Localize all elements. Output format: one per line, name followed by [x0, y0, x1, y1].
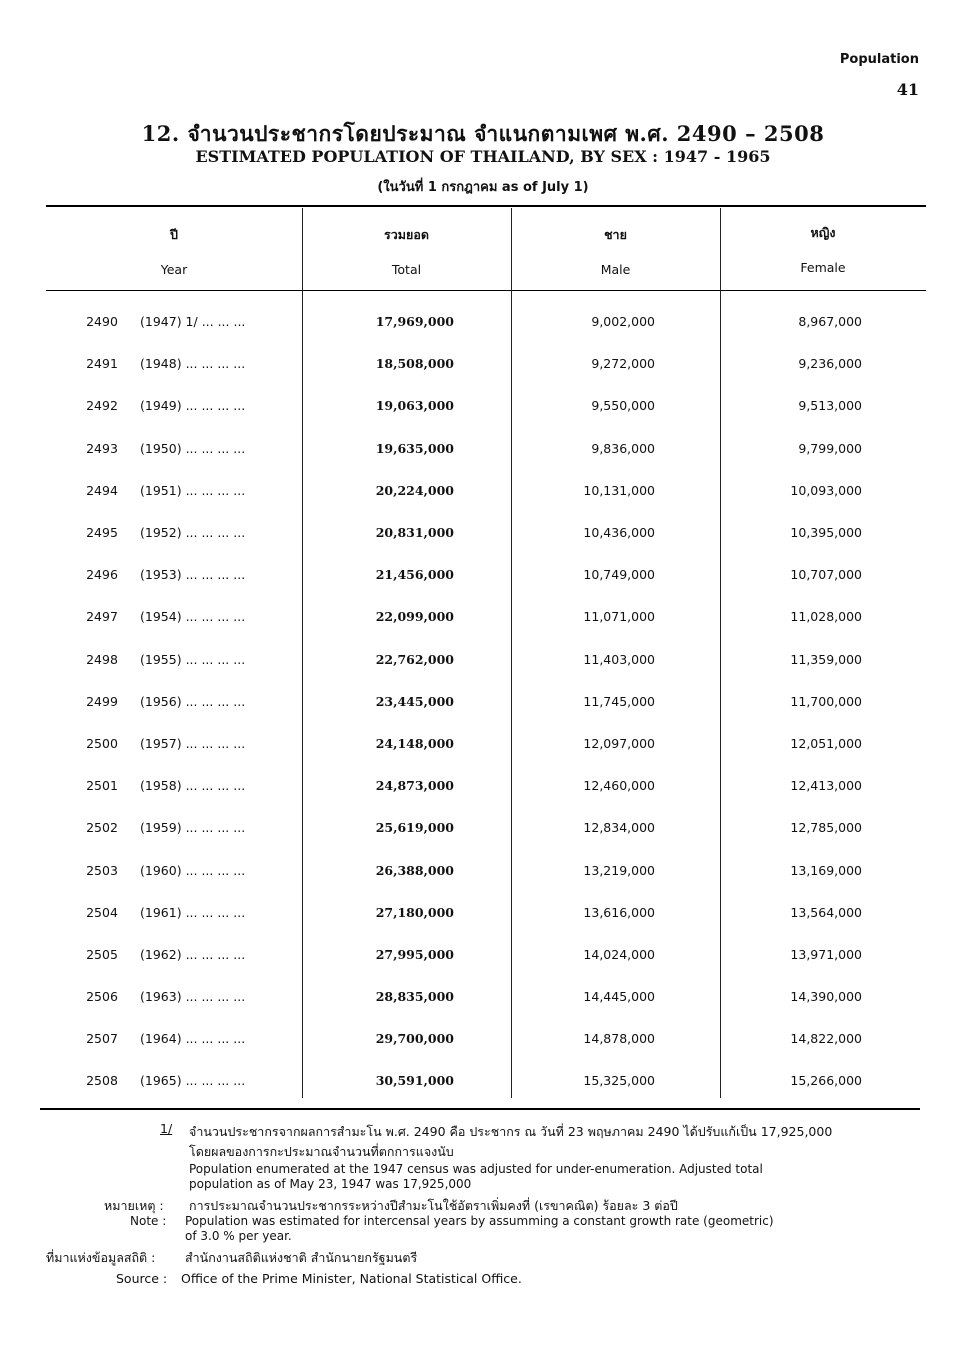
year-ce-text: (1958): [140, 778, 182, 793]
leader-dots: ... ... ... ...: [185, 905, 246, 920]
table-row: [0, 525, 966, 545]
year-ce-text: (1965): [140, 1073, 182, 1088]
table-row: [0, 947, 966, 967]
cell-year-be: 2497: [86, 609, 118, 624]
leader-dots: ... ... ... ...: [185, 1073, 246, 1088]
year-ce-text: (1948): [140, 356, 182, 371]
year-ce-text: (1955): [140, 652, 182, 667]
cell-female: 9,799,000: [798, 441, 862, 456]
cell-total: 25,619,000: [375, 820, 454, 835]
cell-female: 12,413,000: [790, 778, 862, 793]
cell-year-ce: [140, 863, 245, 878]
cell-year-be: 2501: [86, 778, 118, 793]
leader-dots: ... ... ... ...: [185, 483, 246, 498]
cell-year-be: 2491: [86, 356, 118, 371]
cell-year-ce: [140, 820, 245, 835]
footnote-english-line-1: Population enumerated at the 1947 census was adjusted for under-enumeration. Adjusted total: [189, 1162, 763, 1176]
table-top-rule: [46, 205, 926, 207]
header-bottom-rule: [46, 290, 926, 291]
cell-female: 12,051,000: [790, 736, 862, 751]
table-title-english: ESTIMATED POPULATION OF THAILAND, BY SEX : 1947 - 1965: [195, 147, 771, 166]
cell-total: 17,969,000: [375, 314, 454, 329]
header-year-english: Year: [160, 262, 188, 277]
cell-year-be: 2502: [86, 820, 118, 835]
cell-male: 13,616,000: [583, 905, 655, 920]
cell-male: 11,071,000: [583, 609, 655, 624]
cell-year-be: 2494: [86, 483, 118, 498]
cell-male: 11,745,000: [583, 694, 655, 709]
leader-dots: ... ... ... ...: [185, 778, 246, 793]
year-ce-text: (1960): [140, 863, 182, 878]
leader-dots: ... ... ... ...: [185, 694, 246, 709]
leader-dots: ... ... ... ...: [185, 820, 246, 835]
year-ce-text: (1957): [140, 736, 182, 751]
cell-year-be: 2505: [86, 947, 118, 962]
footnote-english-line-2: population as of May 23, 1947 was 17,925,000: [189, 1177, 472, 1191]
table-row: [0, 398, 966, 418]
source-english-label: Source :: [116, 1271, 168, 1286]
cell-year-ce: [140, 356, 245, 371]
table-row: [0, 314, 966, 334]
table-row: [0, 905, 966, 925]
cell-year-ce: [140, 989, 245, 1004]
cell-total: 20,831,000: [375, 525, 454, 540]
cell-female: 11,359,000: [790, 652, 862, 667]
leader-dots: ... ... ... ...: [185, 356, 246, 371]
cell-total: 19,635,000: [375, 441, 454, 456]
header-male: [511, 226, 720, 279]
table-row: [0, 1031, 966, 1051]
cell-year-ce: [140, 609, 245, 624]
cell-year-ce: [140, 441, 245, 456]
cell-female: 14,390,000: [790, 989, 862, 1004]
cell-total: 22,762,000: [375, 652, 454, 667]
cell-year-ce: [140, 778, 245, 793]
cell-year-ce: [140, 525, 245, 540]
leader-dots: ... ... ... ...: [185, 947, 246, 962]
cell-female: 9,236,000: [798, 356, 862, 371]
year-ce-text: (1950): [140, 441, 182, 456]
cell-year-ce: [140, 905, 245, 920]
table-row: [0, 652, 966, 672]
table-bottom-rule: [40, 1108, 920, 1110]
year-ce-text: (1964): [140, 1031, 182, 1046]
year-ce-text: (1954): [140, 609, 182, 624]
cell-male: 12,460,000: [583, 778, 655, 793]
cell-male: 14,024,000: [583, 947, 655, 962]
note-thai-text: การประมาณจำนวนประชากรระหว่างปีสำมะโนใช้อัตราเพิ่มคงที่ (เรขาคณิต) ร้อยละ 3 ต่อปี: [189, 1198, 678, 1213]
cell-year-ce: [140, 1073, 245, 1088]
cell-total: 28,835,000: [375, 989, 454, 1004]
note-thai-label: หมายเหตุ :: [104, 1198, 164, 1213]
cell-male: 12,097,000: [583, 736, 655, 751]
cell-total: 30,591,000: [375, 1073, 454, 1088]
cell-year-be: 2495: [86, 525, 118, 540]
cell-year-be: 2508: [86, 1073, 118, 1088]
running-head: Population: [839, 52, 919, 67]
year-ce-text: (1963): [140, 989, 182, 1004]
cell-year-ce: [140, 947, 245, 962]
cell-total: 24,148,000: [375, 736, 454, 751]
leader-dots: ... ... ... ...: [185, 441, 246, 456]
cell-year-be: 2499: [86, 694, 118, 709]
source-english-text: Office of the Prime Minister, National Statistical Office.: [181, 1271, 522, 1286]
note-english-text-2: of 3.0 % per year.: [185, 1229, 292, 1243]
table-row: [0, 609, 966, 629]
table-row: [0, 863, 966, 883]
leader-dots: ... ... ... ...: [185, 609, 246, 624]
table-row: [0, 820, 966, 840]
table-row: [0, 778, 966, 798]
cell-year-ce: [140, 694, 245, 709]
cell-total: 27,995,000: [375, 947, 454, 962]
cell-total: 19,063,000: [375, 398, 454, 413]
cell-total: 29,700,000: [375, 1031, 454, 1046]
cell-female: 9,513,000: [798, 398, 862, 413]
year-ce-text: (1952): [140, 525, 182, 540]
cell-total: 23,445,000: [375, 694, 454, 709]
cell-year-ce: [140, 736, 245, 751]
cell-year-be: 2506: [86, 989, 118, 1004]
cell-male: 9,002,000: [591, 314, 655, 329]
cell-year-ce: [140, 567, 245, 582]
leader-dots: ... ... ... ...: [185, 567, 246, 582]
cell-male: 9,836,000: [591, 441, 655, 456]
note-english-text-1: Population was estimated for intercensal years by assumming a constant growth rate (geometric): [185, 1214, 774, 1228]
table-row: [0, 483, 966, 503]
table-row: [0, 736, 966, 756]
cell-year-be: 2500: [86, 736, 118, 751]
leader-dots: ... ... ... ...: [185, 863, 246, 878]
cell-male: 14,878,000: [583, 1031, 655, 1046]
source-thai-label: ที่มาแห่งข้อมูลสถิติ :: [46, 1250, 156, 1265]
table-subtitle: (ในวันที่ 1 กรกฎาคม as of July 1): [377, 180, 589, 195]
cell-year-be: 2493: [86, 441, 118, 456]
cell-year-be: 2503: [86, 863, 118, 878]
year-ce-text: (1961): [140, 905, 182, 920]
cell-year-be: 2490: [86, 314, 118, 329]
cell-year-ce: [140, 1031, 245, 1046]
leader-dots: ... ... ... ...: [185, 525, 246, 540]
cell-male: 14,445,000: [583, 989, 655, 1004]
leader-dots: ... ... ...: [201, 314, 246, 329]
header-female-thai: หญิง: [810, 225, 836, 240]
table-row: [0, 356, 966, 376]
cell-year-be: 2496: [86, 567, 118, 582]
cell-male: 15,325,000: [583, 1073, 655, 1088]
leader-dots: ... ... ... ...: [185, 1031, 246, 1046]
cell-year-ce: [140, 314, 245, 329]
cell-total: 18,508,000: [375, 356, 454, 371]
table-row: [0, 567, 966, 587]
header-female: [720, 224, 926, 277]
cell-year-ce: [140, 398, 245, 413]
table-row: [0, 989, 966, 1009]
cell-female: 10,093,000: [790, 483, 862, 498]
cell-female: 10,707,000: [790, 567, 862, 582]
cell-total: 26,388,000: [375, 863, 454, 878]
footnote-thai-line-1: จำนวนประชากรจากผลการสำมะโน พ.ศ. 2490 คือ ประชากร ณ วันที่ 23 พฤษภาคม 2490 ได้ปรับแก้เป็น 17,925,000: [189, 1124, 833, 1139]
header-year-thai: ปี: [170, 227, 178, 242]
header-total-english: Total: [391, 262, 422, 277]
cell-year-ce: [140, 483, 245, 498]
source-thai-text: สำนักงานสถิติแห่งชาติ สำนักนายกรัฐมนตรี: [185, 1250, 418, 1265]
footnote-thai-line-2: โดยผลของการกะประมาณจำนวนที่ตกการแจงนับ: [189, 1144, 454, 1159]
cell-female: 13,564,000: [790, 905, 862, 920]
cell-female: 15,266,000: [790, 1073, 862, 1088]
header-male-english: Male: [600, 262, 631, 277]
header-year: [46, 226, 302, 279]
cell-female: 13,169,000: [790, 863, 862, 878]
table-title-thai: 12. จำนวนประชากรโดยประมาณ จำแนกตามเพศ พ.ศ. 2490 – 2508: [141, 121, 825, 146]
leader-dots: ... ... ... ...: [185, 989, 246, 1004]
header-total: [302, 226, 511, 279]
cell-year-be: 2498: [86, 652, 118, 667]
header-total-thai: รวมยอด: [384, 227, 429, 242]
table-row: [0, 441, 966, 461]
cell-male: 9,272,000: [591, 356, 655, 371]
cell-female: 11,700,000: [790, 694, 862, 709]
cell-year-be: 2507: [86, 1031, 118, 1046]
header-male-thai: ชาย: [604, 227, 627, 242]
header-female-english: Female: [800, 260, 846, 275]
cell-year-ce: [140, 652, 245, 667]
cell-female: 13,971,000: [790, 947, 862, 962]
leader-dots: ... ... ... ...: [185, 736, 246, 751]
year-ce-text: (1956): [140, 694, 182, 709]
year-ce-text: (1953): [140, 567, 182, 582]
cell-total: 20,224,000: [375, 483, 454, 498]
cell-male: 13,219,000: [583, 863, 655, 878]
footnote-marker: 1/: [160, 1121, 173, 1136]
table-row: [0, 694, 966, 714]
cell-female: 8,967,000: [798, 314, 862, 329]
cell-female: 10,395,000: [790, 525, 862, 540]
cell-total: 22,099,000: [375, 609, 454, 624]
cell-male: 10,131,000: [583, 483, 655, 498]
leader-dots: ... ... ... ...: [185, 652, 246, 667]
cell-total: 27,180,000: [375, 905, 454, 920]
year-ce-text: (1962): [140, 947, 182, 962]
cell-male: 10,749,000: [583, 567, 655, 582]
cell-total: 21,456,000: [375, 567, 454, 582]
page-number: 41: [896, 80, 919, 99]
cell-year-be: 2492: [86, 398, 118, 413]
cell-female: 14,822,000: [790, 1031, 862, 1046]
cell-male: 12,834,000: [583, 820, 655, 835]
table-row: [0, 1073, 966, 1093]
cell-female: 11,028,000: [790, 609, 862, 624]
note-english-label: Note :: [130, 1214, 167, 1228]
cell-total: 24,873,000: [375, 778, 454, 793]
cell-male: 11,403,000: [583, 652, 655, 667]
year-ce-text: (1947) 1/: [140, 314, 198, 329]
cell-male: 9,550,000: [591, 398, 655, 413]
year-ce-text: (1959): [140, 820, 182, 835]
year-ce-text: (1949): [140, 398, 182, 413]
leader-dots: ... ... ... ...: [185, 398, 246, 413]
cell-female: 12,785,000: [790, 820, 862, 835]
cell-male: 10,436,000: [583, 525, 655, 540]
cell-year-be: 2504: [86, 905, 118, 920]
year-ce-text: (1951): [140, 483, 182, 498]
